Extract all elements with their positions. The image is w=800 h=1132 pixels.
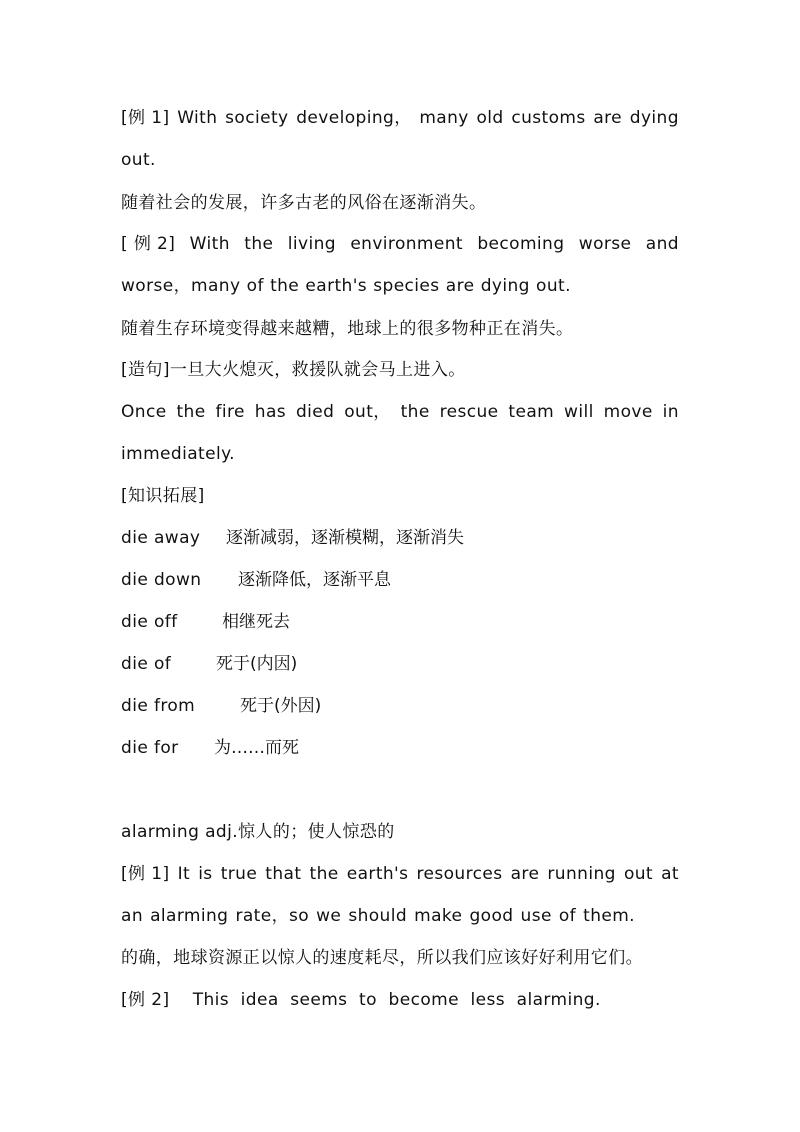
word: of	[246, 276, 264, 296]
word: we	[316, 906, 342, 926]
word: running	[547, 864, 616, 884]
word: With	[177, 108, 218, 128]
phrase-term: die down	[121, 570, 202, 590]
word: has	[254, 402, 287, 422]
word: Once	[121, 402, 167, 422]
word: out，	[344, 402, 391, 422]
phrase-term: die from	[121, 696, 196, 716]
word: With	[189, 234, 230, 254]
word: are	[593, 108, 623, 128]
word: earth's	[305, 276, 368, 296]
word: is	[198, 864, 213, 884]
word: died	[295, 402, 335, 422]
phrase-definition: 逐渐减弱，逐渐模糊，逐渐消失	[226, 528, 464, 548]
word: living	[287, 234, 336, 254]
word: of	[558, 906, 577, 926]
example-1-line-2: out.	[121, 150, 156, 170]
word: move	[603, 402, 653, 422]
phrase-term: die for	[121, 738, 179, 758]
word: good	[469, 906, 514, 926]
word: should	[348, 906, 408, 926]
word: dying	[480, 276, 530, 296]
extension-title: [知识拓展]	[121, 486, 205, 506]
word: make	[414, 906, 463, 926]
alarming-heading: alarming adj.惊人的；使人惊恐的	[121, 822, 395, 842]
alarming-example-1-translation: 的确，地球资源正以惊人的速度耗尽，所以我们应该好好利用它们。	[121, 948, 643, 968]
word: resources	[416, 864, 503, 884]
word: alarming	[150, 906, 229, 926]
phrase-term: die off	[121, 612, 178, 632]
word: the	[309, 864, 339, 884]
word: [例 1]	[121, 108, 170, 128]
word: developing，	[296, 108, 412, 128]
example-1-line-1	[121, 106, 679, 130]
word: customs	[511, 108, 586, 128]
word: them.	[583, 906, 635, 926]
word: rescue	[439, 402, 499, 422]
sentence-making-line-1	[121, 400, 679, 424]
word: fire	[215, 402, 245, 422]
word: worse，many	[121, 276, 241, 296]
word: in	[662, 402, 679, 422]
phrase-definition: 逐渐降低，逐渐平息	[238, 570, 391, 590]
example-2-line-2	[121, 274, 571, 298]
word: will	[564, 402, 594, 422]
phrase-term: die of	[121, 654, 172, 674]
word: team	[508, 402, 555, 422]
phrase-definition: 死于(内因)	[216, 654, 298, 674]
word: the	[270, 276, 300, 296]
word: [ 例 2]	[121, 234, 176, 254]
word: use	[520, 906, 552, 926]
word: and	[645, 234, 679, 254]
phrase-term: die away	[121, 528, 201, 548]
word: the	[176, 402, 206, 422]
word: old	[476, 108, 504, 128]
word: worse	[578, 234, 632, 254]
word: many	[419, 108, 469, 128]
word: an	[121, 906, 143, 926]
word: species	[373, 276, 440, 296]
example-1-translation: 随着社会的发展，许多古老的风俗在逐渐消失。	[121, 193, 487, 213]
word: that	[265, 864, 302, 884]
word: rate，so	[235, 906, 310, 926]
word: earth's	[346, 864, 409, 884]
word: out	[623, 864, 653, 884]
word: It	[177, 864, 191, 884]
word: out.	[536, 276, 571, 296]
alarming-example-1-line-2	[121, 904, 635, 928]
sentence-making-line-2: immediately.	[121, 444, 235, 464]
word: environment	[350, 234, 463, 254]
phrase-definition: 死于(外因)	[240, 696, 322, 716]
example-2-translation: 随着生存环境变得越来越糟，地球上的很多物种正在消失。	[121, 319, 574, 339]
word: are	[510, 864, 540, 884]
word: true	[220, 864, 258, 884]
word: dying	[629, 108, 679, 128]
example-2-line-1	[121, 232, 679, 256]
word: society	[225, 108, 289, 128]
word: the	[244, 234, 274, 254]
word: at	[661, 864, 679, 884]
phrase-definition: 相继死去	[222, 612, 290, 632]
alarming-example-1-line-1	[121, 862, 679, 886]
alarming-example-2-line-1: [例 2] This idea seems to become less alarming.	[121, 990, 601, 1010]
word: the	[400, 402, 430, 422]
word: [例 1]	[121, 864, 170, 884]
sentence-making-prompt: [造句]一旦大火熄灭，救援队就会马上进入。	[121, 360, 466, 380]
phrase-definition: 为……而死	[214, 738, 299, 758]
word: are	[445, 276, 475, 296]
word: becoming	[477, 234, 565, 254]
